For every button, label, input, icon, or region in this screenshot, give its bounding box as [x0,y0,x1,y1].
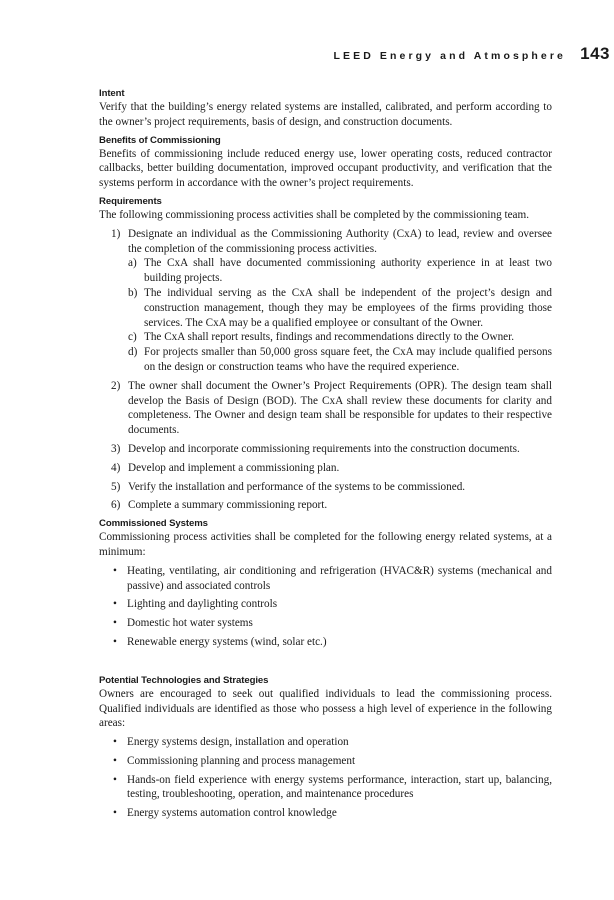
requirement-item [99,227,552,375]
section-spacer [99,656,552,674]
sub-requirement-letter: d) [128,346,138,359]
sub-requirement-letter: a) [128,257,137,270]
requirements-intro: The following commissioning process activities shall be completed by the commissioning team. [99,208,530,221]
intent-section [99,87,552,130]
sub-requirement-text: For projects smaller than 50,000 gross square feet, the CxA may include qualified persons on the design or construction teams who have the required experience. [144,346,552,373]
intent-heading: Intent [99,88,125,99]
sub-requirement-item [128,330,552,345]
sub-requirement-letter: c) [128,331,137,344]
requirement-number: 4) [111,461,121,474]
requirement-item [99,461,552,476]
running-title: LEED Energy and Atmosphere [333,50,566,62]
sub-requirement-item [128,256,552,286]
requirement-item [99,498,552,513]
commissioned-systems-heading: Commissioned Systems [99,518,208,530]
sub-requirement-text: The individual serving as the CxA shall be independent of the project’s design and construction management, though they may be employees of the firms providing those services. The CxA may be a qualified employee or consultant of the Owner. [144,286,552,329]
requirement-text: Designate an individual as the Commissioning Authority (CxA) to lead, review and oversee the completion of the commissioning process activities. [128,227,552,255]
intent-text: Verify that the building’s energy related systems are installed, calibrated, and perform according to the owner’s project requirements, basis of design, and construction documents. [99,101,552,128]
commissioned-systems-intro: Commissioning process activities shall be completed for the following energy related systems, at a minimum: [99,531,552,558]
bullet-item: • Energy systems automation control knowledge [99,806,552,821]
benefits-section [99,134,552,191]
commissioned-systems-list [99,564,552,650]
requirement-sublist [128,256,552,374]
requirement-number: 3) [111,442,121,455]
page-number: 143 [580,44,610,63]
bullet-item: • Heating, ventilating, air conditioning and refrigeration (HVAC&R) systems (mechanical and passive) and associated controls [99,564,552,594]
bullet-item: • Renewable energy systems (wind, solar etc.) [99,635,552,650]
requirement-text: Complete a summary commissioning report. [128,499,328,512]
sub-requirement-text: The CxA shall report results, findings and recommendations directly to the Owner. [144,331,515,344]
page-body [99,87,552,827]
running-head [0,44,614,68]
requirement-number: 5) [111,480,121,493]
sub-requirement-text: The CxA shall have documented commissioning authority experience in at least two building projects. [144,257,552,285]
requirement-number: 6) [111,499,121,512]
sub-requirement-item [128,345,552,375]
bullet-item: • Lighting and daylighting controls [99,597,552,612]
strategies-intro: Owners are encouraged to seek out qualified individuals to lead the commissioning process. Qualified individuals are identified as those who possess a high level of experience in the following areas: [99,687,552,730]
strategies-list [99,735,552,821]
requirement-text: The owner shall document the Owner’s Project Requirements (OPR). The design team shall develop the Basis of Design (BOD). The CxA shall review these documents for clarity and completeness. The Owner and design team shall be responsible for updates to their respective documents. [128,379,552,437]
requirement-item [99,480,552,495]
bullet-item: • Domestic hot water systems [99,616,552,631]
requirements-heading: Requirements [99,195,162,207]
benefits-text: Benefits of commissioning include reduced energy use, lower operating costs, reduced contractor callbacks, better building documentation, improved occupant productivity, and verification that the systems perform in accordance with the owner’s project requirements. [99,147,552,190]
bullet-item: • Energy systems design, installation and operation [99,735,552,750]
strategies-heading: Potential Technologies and Strategies [99,674,269,686]
requirement-text: Develop and implement a commissioning plan. [128,461,340,474]
requirements-list [99,227,552,513]
sub-requirement-item [128,286,552,330]
requirement-number: 1) [111,227,121,240]
requirement-item [99,379,552,438]
requirement-item [99,442,552,457]
strategies-section [99,674,552,821]
commissioned-systems-section [99,517,552,650]
requirements-section [99,195,552,513]
requirement-text: Develop and incorporate commissioning requirements into the construction documents. [128,442,520,455]
requirement-text: Verify the installation and performance of the systems to be commissioned. [128,480,466,493]
benefits-heading: Benefits of Commissioning [99,134,221,146]
sub-requirement-letter: b) [128,286,138,299]
requirement-number: 2) [111,379,121,392]
bullet-item: • Hands-on field experience with energy systems performance, interaction, start up, balancing, testing, troubleshooting, operation, and maintenance procedures [99,773,552,803]
bullet-item: • Commissioning planning and process management [99,754,552,769]
